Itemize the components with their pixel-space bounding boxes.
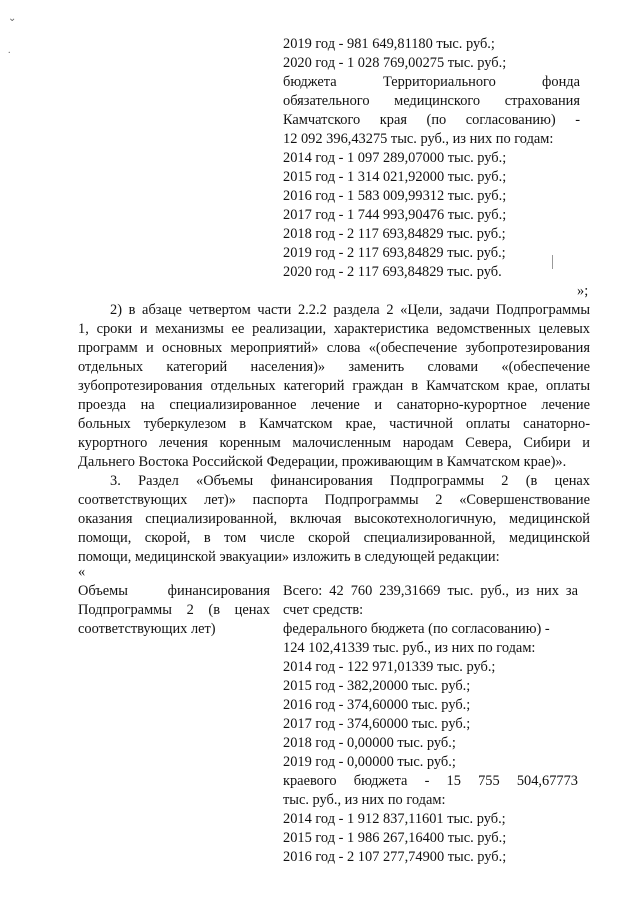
text-line: отдельных категорий населения)» заменить словами «(обеспечение [78,359,590,375]
text-line: помощи, медицинской эвакуации» изложить в следующей редакции: [78,549,500,565]
text-line: 2015 год - 1 314 021,92000 тыс. руб.; [283,169,507,185]
text-line: 2016 год - 2 107 277,74900 тыс. руб.; [283,849,507,865]
text-line: 2017 год - 374,60000 тыс. руб.; [283,716,471,732]
text-line: 2015 год - 382,20000 тыс. руб.; [283,678,471,694]
text-line: 2) в абзаце четвертом части 2.2.2 раздела 2 «Цели, задачи Подпрограммы [110,302,590,318]
text-line: Объемы финансирования [78,583,270,599]
text-line: 2016 год - 1 583 009,99312 тыс. руб.; [283,188,507,204]
text-line: бюджета Территориального фонда [283,74,580,90]
text-line: тыс. руб., из них по годам: [283,792,446,808]
text-line: 12 092 396,43275 тыс. руб., из них по годам: [283,131,554,147]
text-line: помощи, скорой, в том числе скорой специализированной, медицинской [78,530,590,546]
text-line: 2018 год - 0,00000 тыс. руб.; [283,735,456,751]
text-line: 2019 год - 2 117 693,84829 тыс. руб.; [283,245,506,261]
scan-artifact-bar [552,255,553,269]
text-line: 2014 год - 1 097 289,07000 тыс. руб.; [283,150,507,166]
text-line: 3. Раздел «Объемы финансирования Подпрограммы 2 (в ценах [110,473,590,489]
text-line: 2019 год - 981 649,81180 тыс. руб.; [283,36,495,52]
text-line: 2014 год - 122 971,01339 тыс. руб.; [283,659,496,675]
text-line: Дальнего Востока Российской Федерации, проживающим в Камчатском крае)». [78,454,567,470]
text-line: 2020 год - 2 117 693,84829 тыс. руб. [283,264,502,280]
text-line: 2016 год - 374,60000 тыс. руб.; [283,697,471,713]
closing-quote: »; [577,283,589,299]
text-line: 2019 год - 0,00000 тыс. руб.; [283,754,456,770]
text-line: 2015 год - 1 986 267,16400 тыс. руб.; [283,830,507,846]
text-line: федерального бюджета (по согласованию) - [283,621,550,637]
text-line: соответствующих лет)» паспорта Подпрограммы 2 «Совершенствование [78,492,590,508]
opening-quote: « [78,564,86,580]
text-line: краевого бюджета - 15 755 504,67773 [283,773,578,789]
text-line: Камчатского края (по согласованию) - [283,112,580,128]
margin-mark-left: . [8,45,11,56]
text-line: счет средств: [283,602,364,618]
text-line: зубопротезирования отдельных категорий граждан в Камчатском крае, оплаты [78,378,590,394]
text-line: больных туберкулезом в Камчатском крае, частичной оплаты санаторно- [78,416,590,432]
text-line: 124 102,41339 тыс. руб., из них по годам: [283,640,536,656]
margin-mark-top: ⌄ [8,13,17,24]
text-line: программ и основных мероприятий» слова «(обеспечение зубопротезирования [78,340,590,356]
text-line: 2014 год - 1 912 837,11601 тыс. руб.; [283,811,506,827]
text-line: курортного лечения коренным малочисленным народам Севера, Сибири и [78,435,590,451]
text-line: Подпрограммы 2 (в ценах [78,602,270,618]
text-line: проезда на специализированное лечение и санаторно-курортное лечение [78,397,590,413]
text-line: соответствующих лет) [78,621,216,637]
text-line: 2018 год - 2 117 693,84829 тыс. руб.; [283,226,506,242]
text-line: 1, сроки и механизмы ее реализации, характеристика ведомственных целевых [78,321,590,337]
text-line: 2017 год - 1 744 993,90476 тыс. руб.; [283,207,507,223]
text-line: обязательного медицинского страхования [283,93,580,109]
text-line: Всего: 42 760 239,31669 тыс. руб., из них за [283,583,578,599]
text-line: оказания специализированной, включая высокотехнологичную, медицинской [78,511,590,527]
text-line: 2020 год - 1 028 769,00275 тыс. руб.; [283,55,507,71]
